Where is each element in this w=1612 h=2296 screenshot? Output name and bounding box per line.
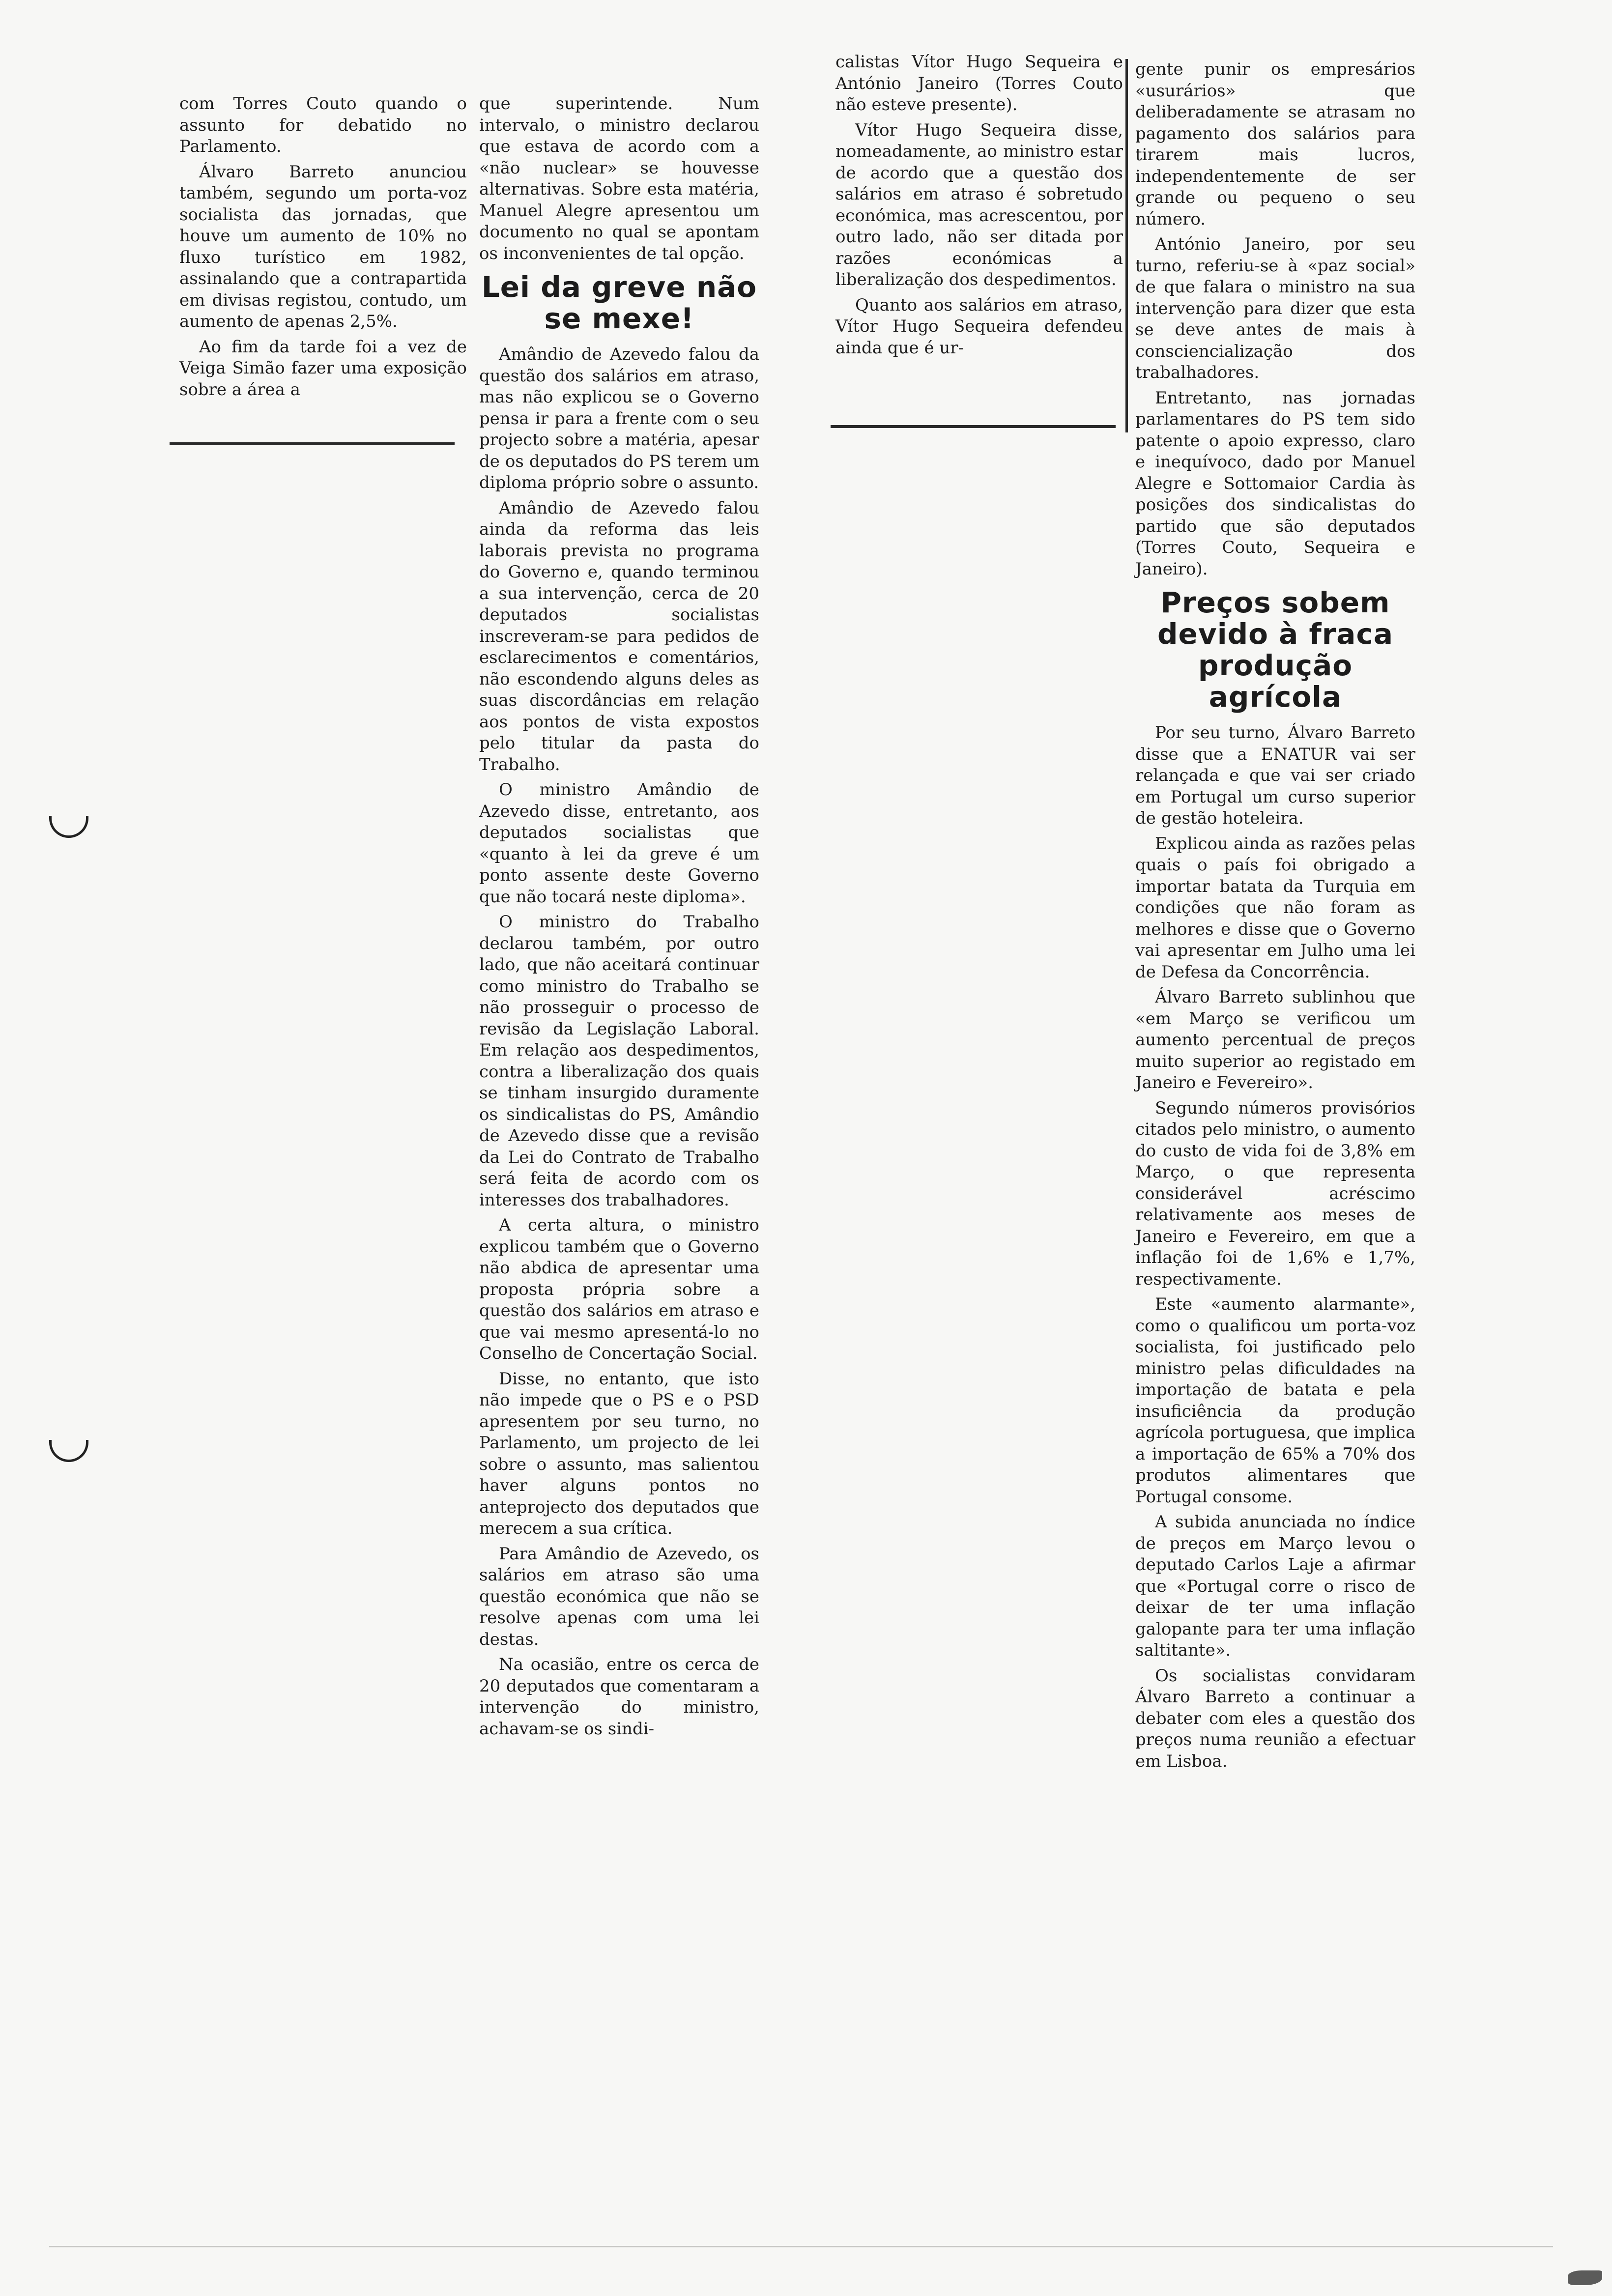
paragraph: Amândio de Azevedo falou ainda da reforma das leis laborais prevista no programa do Governo e, quando terminou a sua intervenção, cerca de 20 deputados socialistas inscreveram-se para pedidos de esclarecimentos e comentários, não escondendo alguns deles as suas discordâncias em relação aos pontos de vista expostos pelo titular da pasta do Trabalho. (479, 498, 759, 775)
paragraph: Quanto aos salários em atraso, Vítor Hugo Sequeira defendeu ainda que é ur- (835, 295, 1123, 358)
paragraph: calistas Vítor Hugo Sequeira e António Janeiro (Torres Couto não esteve presente). (835, 52, 1123, 115)
column-rule-1 (170, 442, 455, 445)
column-2 (479, 93, 759, 1744)
binder-hole-bottom (49, 1440, 88, 1462)
paragraph: Ao fim da tarde foi a vez de Veiga Simão fazer uma exposição sobre a área a (179, 337, 467, 400)
column-1 (179, 93, 467, 404)
paragraph: A certa altura, o ministro explicou também que o Governo não abdica de apresentar uma proposta própria sobre a questão dos salários em atraso e que vai mesmo apresentá-lo no Conselho de Concertação Social. (479, 1215, 759, 1363)
scan-blot (1568, 2270, 1602, 2285)
paragraph: Entretanto, nas jornadas parlamentares do PS tem sido patente o apoio expresso, claro e inequívoco, dado por Manuel Alegre e Sottomaior Cardia às posições dos sindicalistas do partido que são deputados (Torres Couto, Sequeira e Janeiro). (1135, 388, 1415, 579)
paragraph: Álvaro Barreto sublinhou que «em Março se verificou um aumento percentual de preços muito superior ao registado em Janeiro e Fevereiro». (1135, 987, 1415, 1092)
paragraph: O ministro Amândio de Azevedo disse, entretanto, aos deputados socialistas que «quanto à lei da greve é um ponto assente deste Governo que não tocará neste diploma». (479, 780, 759, 907)
paragraph: Explicou ainda as razões pelas quais o país foi obrigado a importar batata da Turquia em condições que não foram as melhores e disse que o Governo vai apresentar em Julho uma lei de Defesa da Concorrência. (1135, 833, 1415, 982)
paragraph: Álvaro Barreto anunciou também, segundo um porta-voz socialista das jornadas, que houve um aumento de 10% no fluxo turístico em 1982, assinalando que a contrapartida em divisas registou, contudo, um aumento de apenas 2,5%. (179, 162, 467, 331)
paragraph: Vítor Hugo Sequeira disse, nomeadamente, ao ministro estar de acordo que a questão dos salários em atraso é sobretudo económica, mas acrescentou, por outro lado, não ser ditada por razões económicas a liberalização dos despedimentos. (835, 120, 1123, 289)
section-heading: Lei da greve não se mexe! (481, 270, 757, 335)
paragraph: A subida anunciada no índice de preços em Março levou o deputado Carlos Laje a afirmar que «Portugal corre o risco de deixar de ter uma inflação galopante para ter uma inflação saltitante». (1135, 1512, 1415, 1660)
column-divider-3-4 (1125, 59, 1128, 432)
paragraph: Segundo números provisórios citados pelo ministro, o aumento do custo de vida foi de 3,8% em Março, o que representa considerável acréscimo relativamente aos meses de Janeiro e Fevereiro, em que a inflação foi de 1,6% e 1,7%, respectivamente. (1135, 1098, 1415, 1289)
binder-hole-top (49, 816, 88, 838)
column-rule-3 (831, 425, 1116, 428)
paragraph: O ministro do Trabalho declarou também, por outro lado, que não aceitará continuar como ministro do Trabalho se não prosseguir o processo de revisão da Legislação Laboral. Em relação aos despedimentos, contra a liberalização dos quais se tinham insurgido duramente os sindicalistas do PS, Amândio de Azevedo disse que a revisão da Lei do Contrato de Trabalho será feita de acordo com os interesses dos trabalhadores. (479, 912, 759, 1210)
column-3 (835, 52, 1123, 363)
scan-noise (49, 2246, 1553, 2247)
paragraph: Este «aumento alarmante», como o qualificou um porta-voz socialista, foi justificado pelo ministro pelas dificuldades na importação de batata e pela insuficiência da produção agrícola portuguesa, que implica a importação de 65% a 70% dos produtos alimentares que Portugal consome. (1135, 1294, 1415, 1507)
paragraph: Disse, no entanto, que isto não impede que o PS e o PSD apresentem por seu turno, no Parlamento, um projecto de lei sobre o assunto, mas salientou haver alguns pontos no anteprojecto dos deputados que merecem a sua crítica. (479, 1369, 759, 1538)
paragraph: com Torres Couto quando o assunto for debatido no Parlamento. (179, 94, 467, 156)
section-heading: Preços sobem devido à fraca produção agrícola (1157, 586, 1393, 714)
paragraph: Para Amândio de Azevedo, os salários em atraso são uma questão económica que não se resolve apenas com uma lei destas. (479, 1544, 759, 1649)
paragraph: que superintende. Num intervalo, o ministro declarou que estava de acordo com a «não nuclear» se houvesse alternativas. Sobre esta matéria, Manuel Alegre apresentou um documento no qual se apontam os inconvenientes de tal opção. (479, 94, 759, 263)
paragraph: Amândio de Azevedo falou da questão dos salários em atraso, mas não explicou se o Governo pensa ir para a frente com o seu projecto sobre a matéria, apesar de os deputados do PS terem um diploma próprio sobre o assunto. (479, 344, 759, 492)
paragraph: António Janeiro, por seu turno, referiu-se à «paz social» de que falara o ministro na sua intervenção para dizer que esta se deve antes de mais à consciencialização dos trabalhadores. (1135, 234, 1415, 382)
column-4 (1135, 59, 1415, 1776)
paragraph: Por seu turno, Álvaro Barreto disse que a ENATUR vai ser relançada e que vai ser criado em Portugal um curso superior de gestão hoteleira. (1135, 723, 1415, 828)
paragraph: Na ocasião, entre os cerca de 20 deputados que comentaram a intervenção do ministro, achavam-se os sindi- (479, 1655, 759, 1739)
paragraph: Os socialistas convidaram Álvaro Barreto a continuar a debater com eles a questão dos preços numa reunião a efectuar em Lisboa. (1135, 1665, 1415, 1771)
paragraph: gente punir os empresários «usurários» que deliberadamente se atrasam no pagamento dos salários para tirarem mais lucros, independentemente de ser grande ou pequeno o seu número. (1135, 59, 1415, 229)
